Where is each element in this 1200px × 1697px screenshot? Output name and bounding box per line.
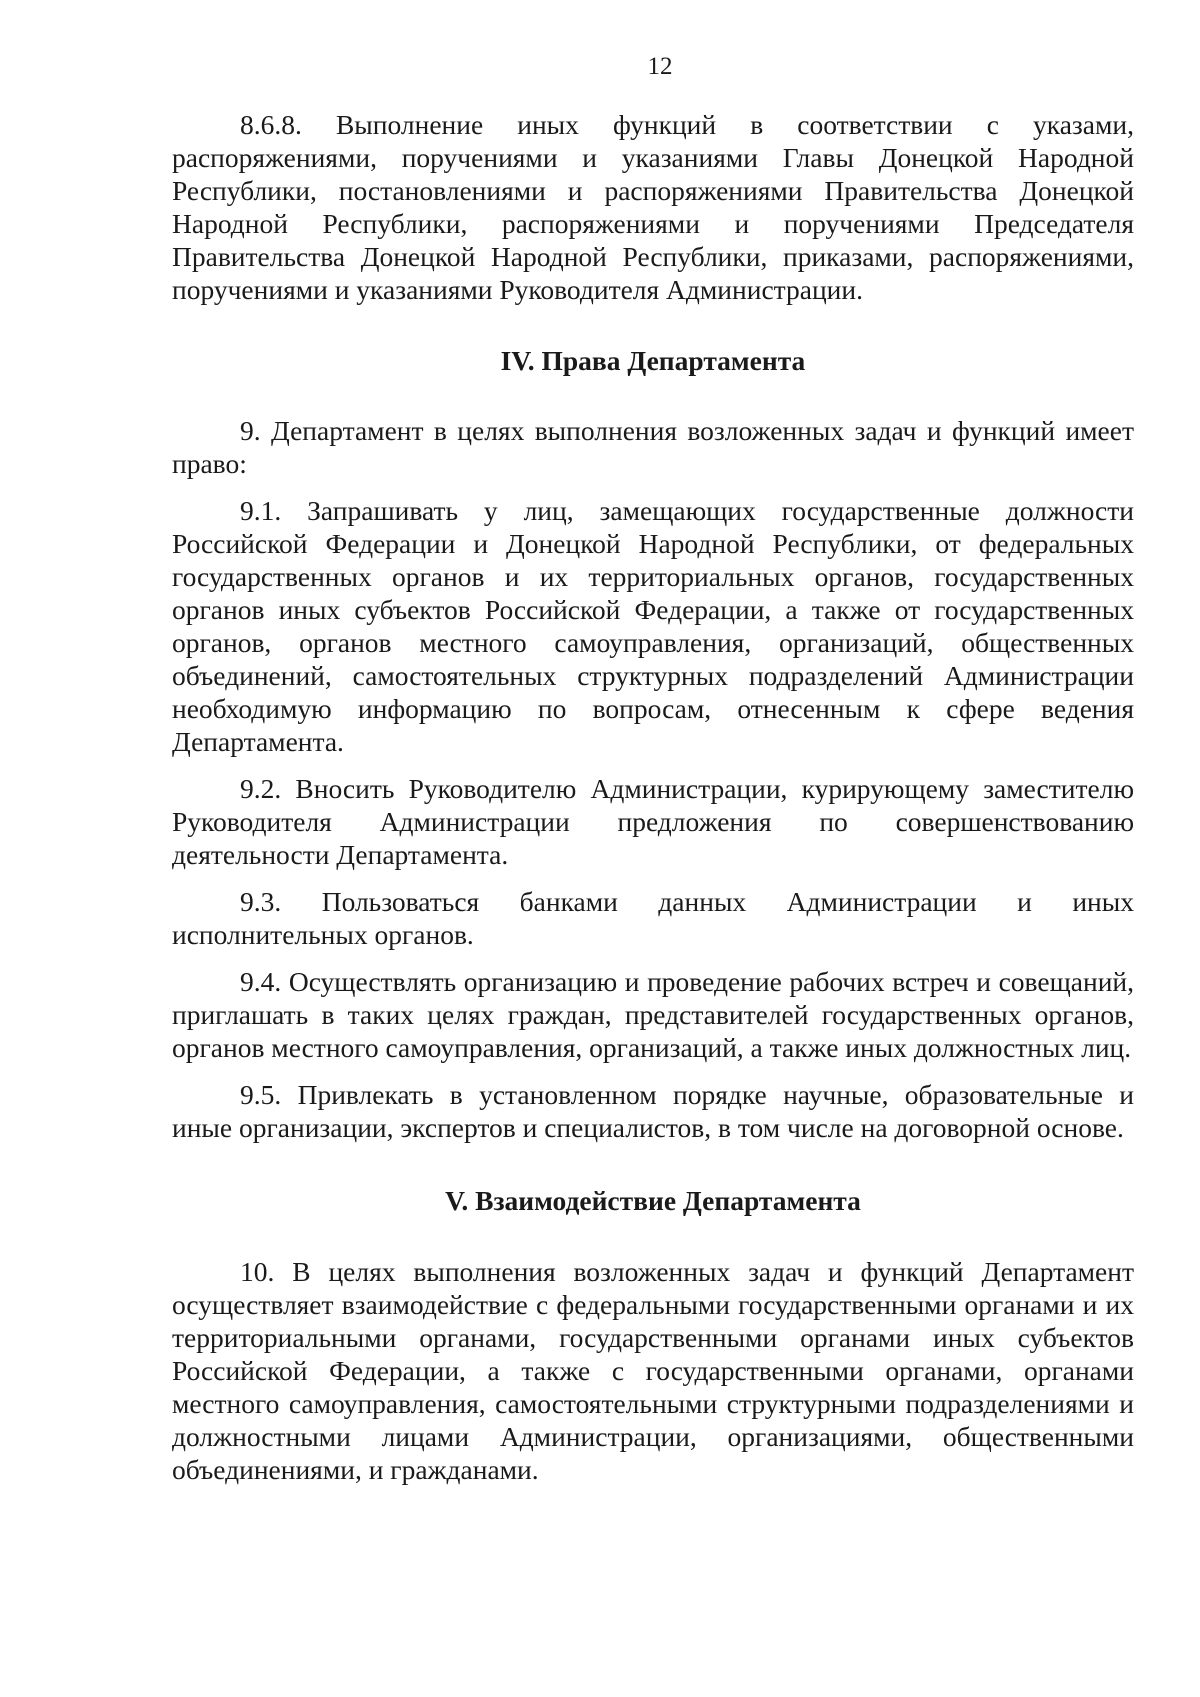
paragraph-9-3: 9.3. Пользоваться банками данных Администрации и иных исполнительных органов. — [172, 886, 1134, 950]
section-heading-iv: IV. Права Департамента — [500, 345, 806, 376]
paragraph-9-4: 9.4. Осуществлять организацию и проведение рабочих встреч и совещаний, приглашать в таких целях граждан, представителей государственных органов, органов местного самоуправления, организаций, а также иных должностных лиц. — [172, 966, 1134, 1063]
paragraph-10: 10. В целях выполнения возложенных задач и функций Департамент осуществляет взаимодействие с федеральными государственными органами и их территориальными органами, государственными органами иных субъектов Российской Федерации, а также с государственными органами, органами местного самоуправления, самостоятельными структурными подразделениями и должностными лицами Администрации, организациями, общественными объединениями, и гражданами. — [172, 1256, 1134, 1485]
paragraph-9: 9. Департамент в целях выполнения возложенных задач и функций имеет право: — [172, 415, 1134, 479]
paragraph-9-1: 9.1. Запрашивать у лиц, замещающих государственные должности Российской Федерации и Донецкой Народной Республики, от федеральных государственных органов и их территориальных органов, государственных органов иных субъектов Российской Федерации, а также от государственных органов, органов местного самоуправления, организаций, общественных объединений, самостоятельных структурных подразделений Администрации необходимую информацию по вопросам, отнесенным к сфере ведения Департамента. — [172, 495, 1134, 757]
paragraph-8-6-8: 8.6.8. Выполнение иных функций в соответствии с указами, распоряжениями, поручениями и указаниями Главы Донецкой Народной Республики, постановлениями и распоряжениями Правительства Донецкой Народной Республики, распоряжениями и поручениями Председателя Правительства Донецкой Народной Республики, приказами, распоряжениями, поручениями и указаниями Руководителя Администрации. — [172, 109, 1134, 305]
paragraph-9-2: 9.2. Вносить Руководителю Администрации, курирующему заместителю Руководителя Администрации предложения по совершенствованию деятельности Департамента. — [172, 773, 1134, 870]
section-heading-v: V. Взаимодействие Департамента — [445, 1185, 861, 1216]
page-number: 12 — [647, 53, 673, 80]
paragraph-9-5: 9.5. Привлекать в установленном порядке научные, образовательные и иные организации, экспертов и специалистов, в том числе на договорной основе. — [172, 1079, 1134, 1143]
document-body — [172, 108, 1134, 1486]
